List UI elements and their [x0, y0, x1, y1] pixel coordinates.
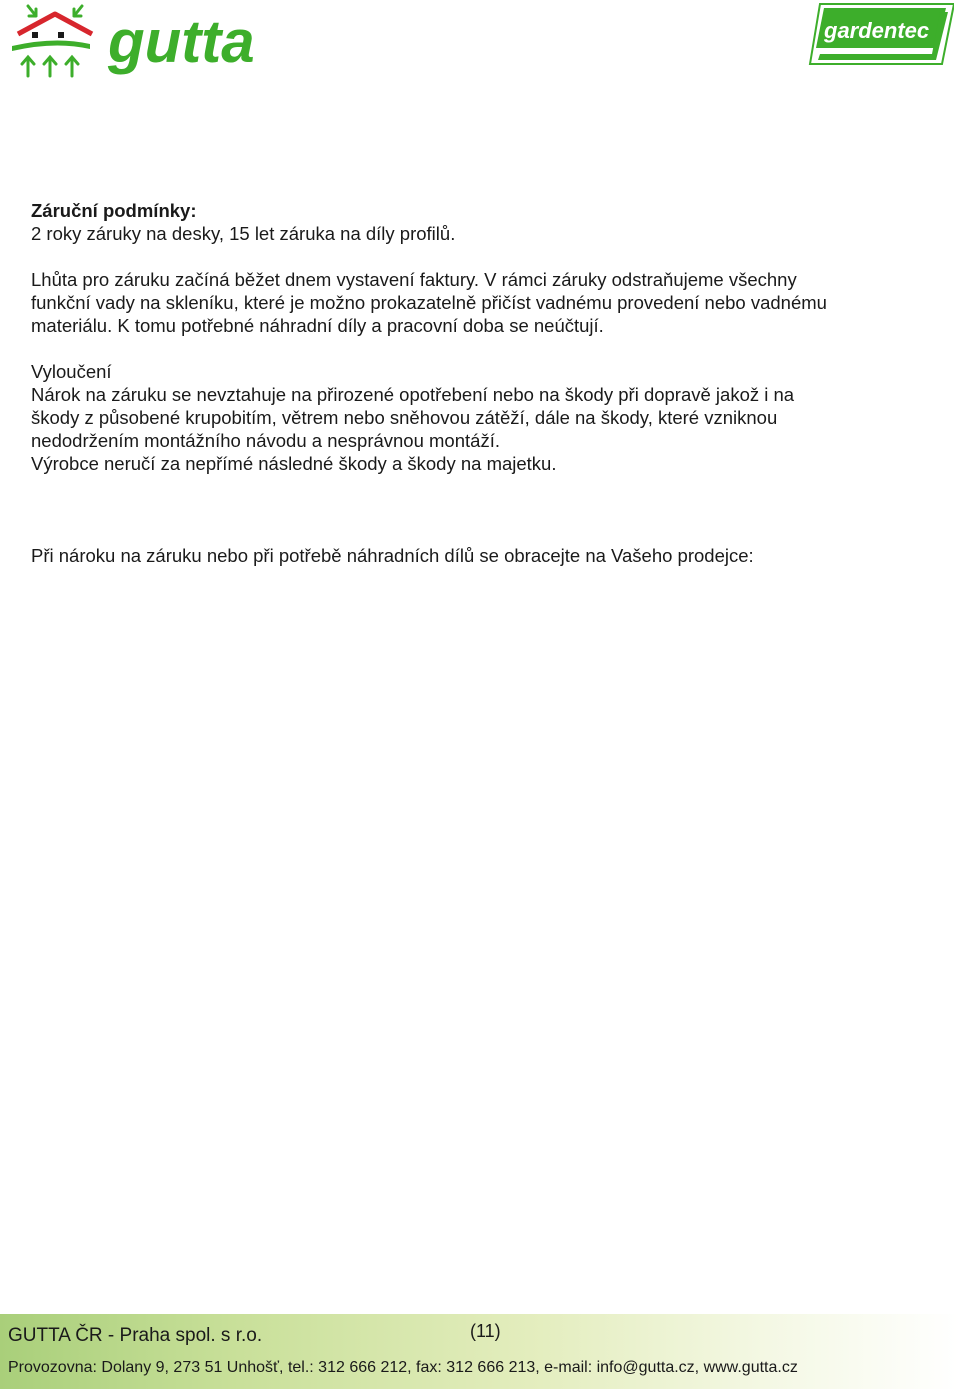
warranty-heading: Záruční podmínky: — [31, 200, 197, 221]
warranty-paragraph-line: funkční vady na skleníku, které je možno prokazatelně přičíst vadnému provedení nebo vadnému — [31, 292, 827, 313]
gardentec-logo — [808, 2, 954, 66]
gutta-logo — [6, 0, 270, 84]
warranty-paragraph-line: materiálu. K tomu potřebné náhradní díly a pracovní doba se neúčtují. — [31, 315, 604, 336]
exclusion-line: nedodržením montážního návodu a nesprávnou montáží. — [31, 430, 500, 451]
warranty-duration: 2 roky záruky na desky, 15 let záruka na díly profilů. — [31, 223, 456, 244]
page-number: (11) — [470, 1321, 501, 1341]
footer-company: GUTTA ČR - Praha spol. s r.o. — [8, 1325, 263, 1346]
gutta-wordmark: gutta — [108, 8, 255, 75]
contact-dealer-line: Při nároku na záruku nebo při potřebě náhradních dílů se obracejte na Vašeho prodejce: — [31, 545, 754, 566]
exclusion-title: Vyloučení — [31, 361, 112, 382]
warranty-paragraph-line: Lhůta pro záruku začíná běžet dnem vystavení faktury. V rámci záruky odstraňujeme všechny — [31, 269, 797, 290]
exclusion-line: škody z působené krupobitím, větrem nebo sněhovou zátěží, dále na škody, které vzniknou — [31, 407, 778, 428]
page-footer — [0, 1314, 960, 1389]
exclusion-line: Nárok na záruku se nevztahuje na přirozené opotřebení nebo na škody při dopravě jakož i na — [31, 384, 795, 405]
warranty-conditions — [31, 199, 931, 567]
gardentec-wordmark: gardentec — [824, 18, 930, 43]
exclusion-line: Výrobce neručí za nepřímé následné škody a škody na majetku. — [31, 453, 557, 474]
house-arrows-icon — [12, 6, 92, 76]
footer-address: Provozovna: Dolany 9, 273 51 Unhošť, tel.: 312 666 212, fax: 312 666 213, e-mail: info@gutta.cz, www.gutta.cz — [8, 1359, 798, 1376]
